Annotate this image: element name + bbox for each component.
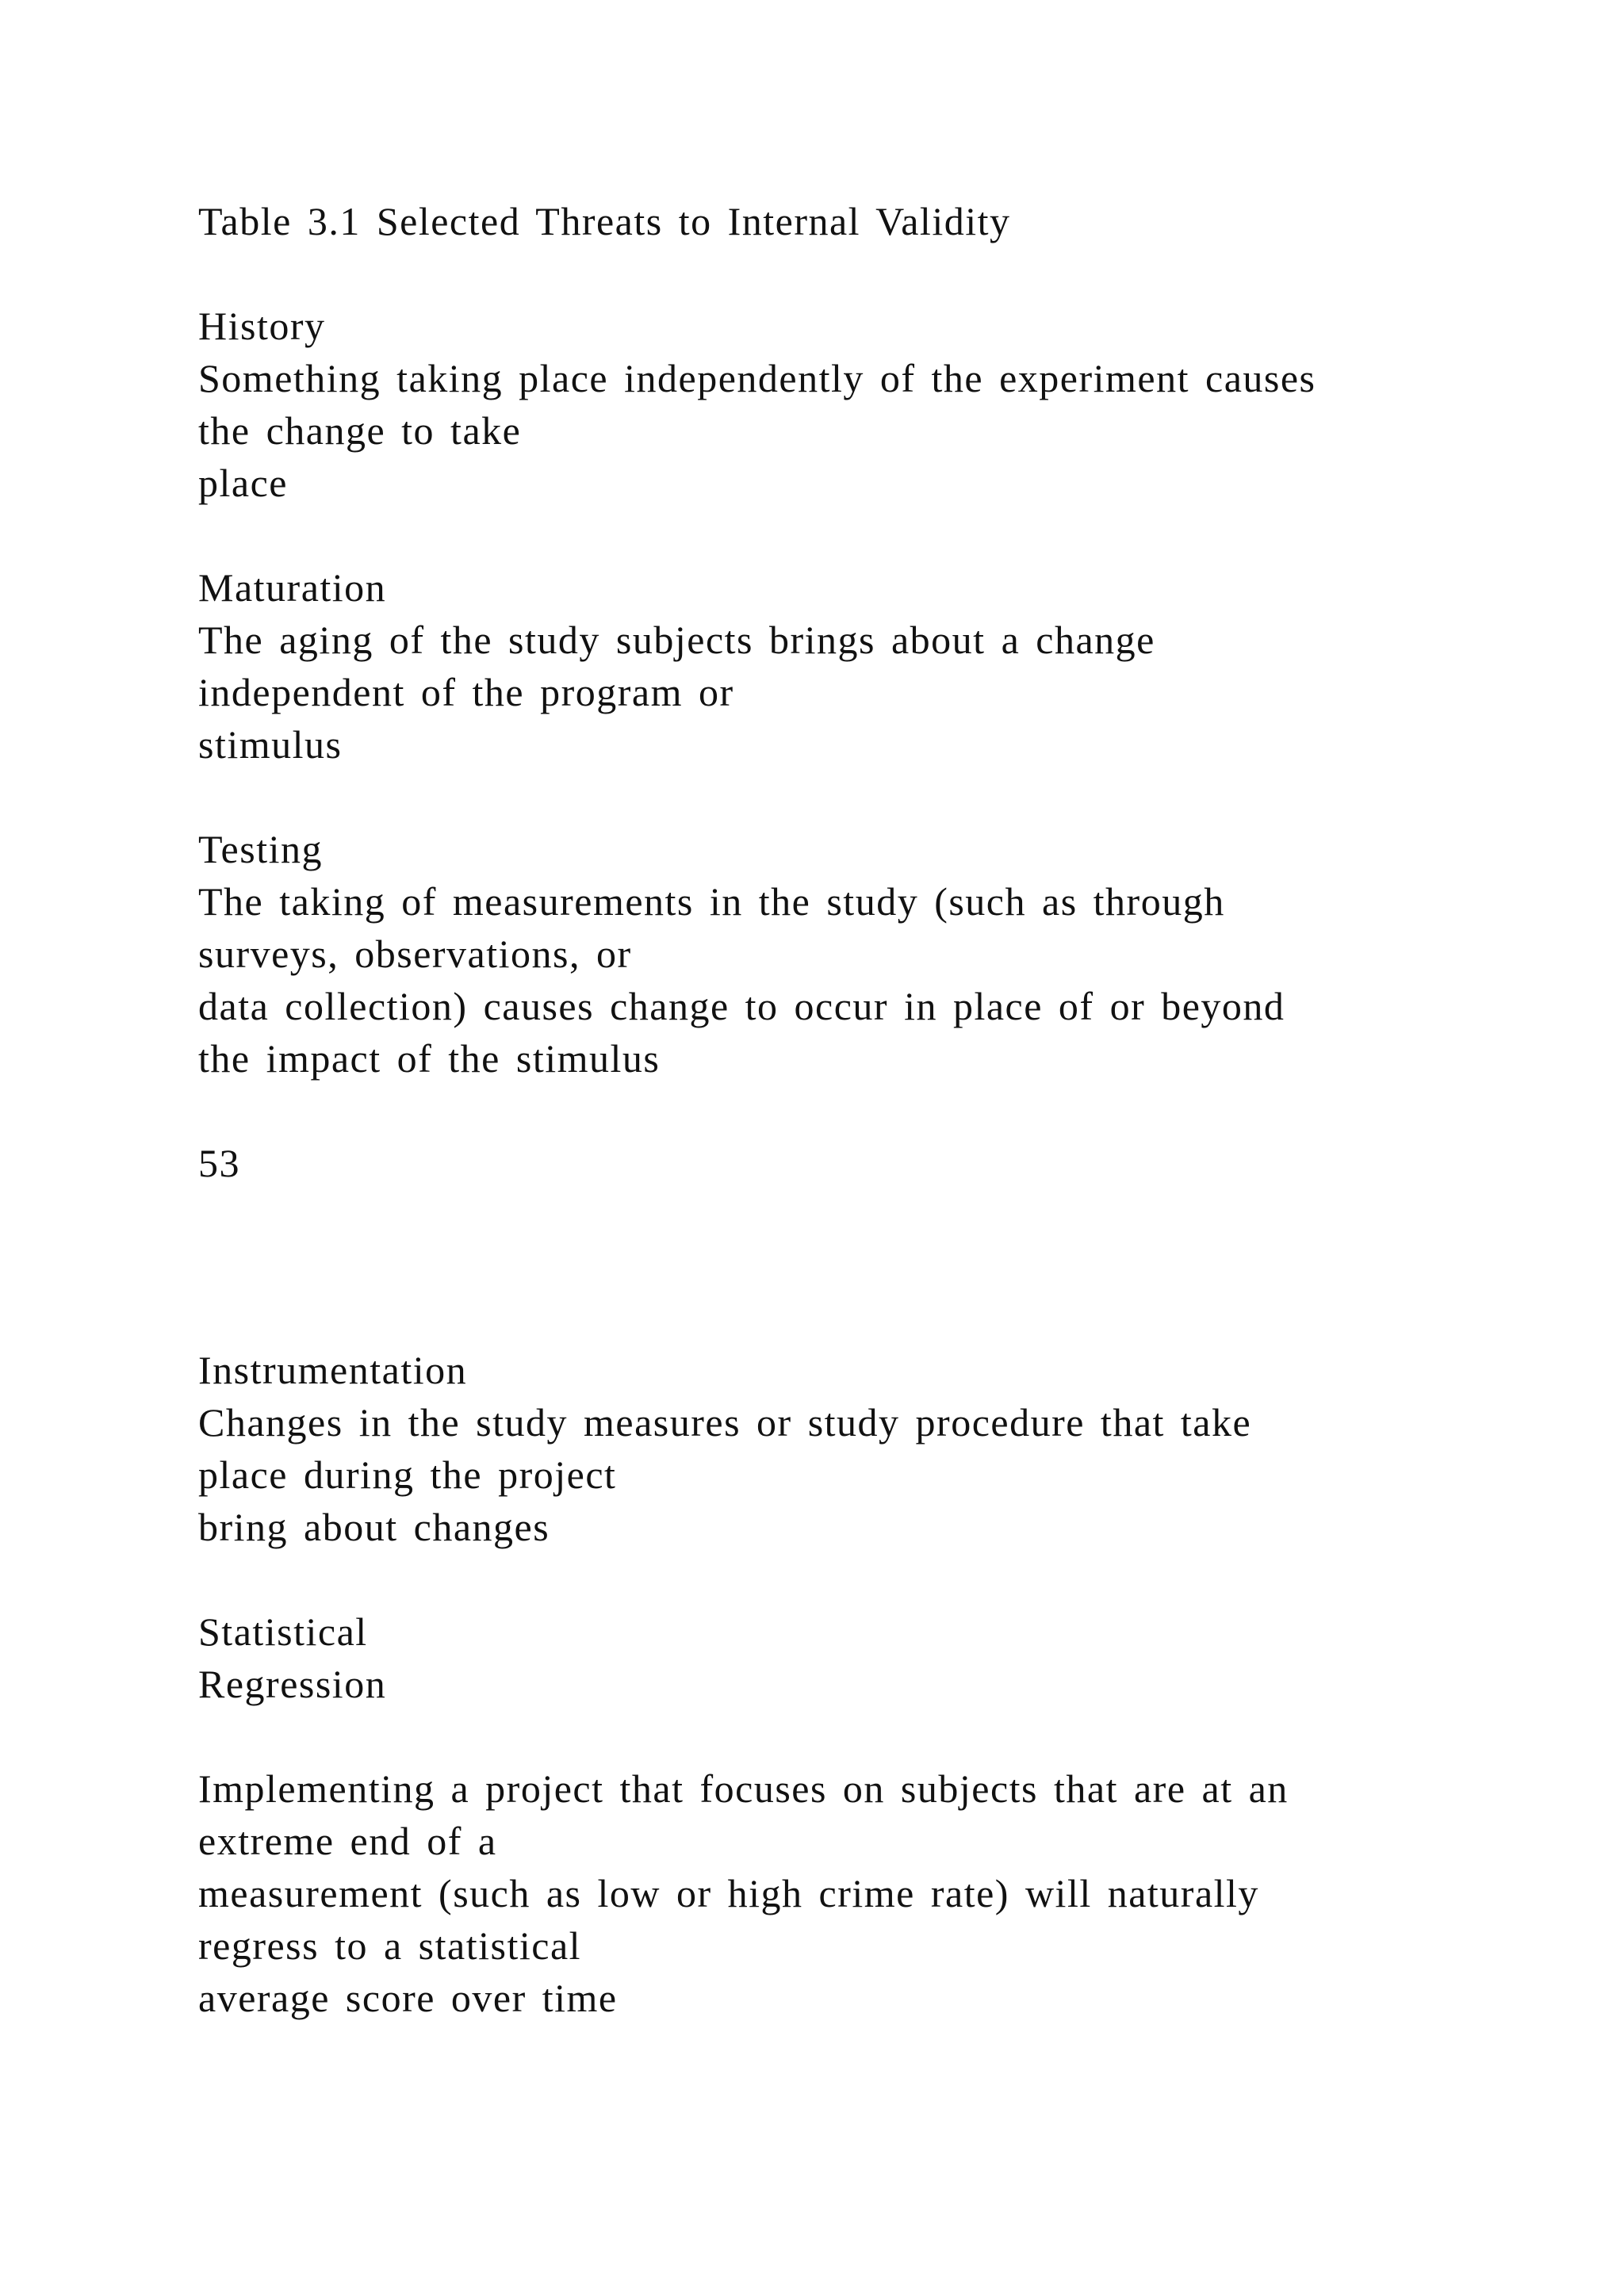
threat-description-line: regress to a statistical (198, 1923, 582, 1968)
threat-description-line: place (198, 461, 288, 505)
threat-name-maturation: Maturation (198, 565, 387, 610)
threat-description-line: surveys, observations, or (198, 932, 632, 976)
table-title: Table 3.1 Selected Threats to Internal Validity (198, 199, 1011, 243)
threat-description-line: extreme end of a (198, 1819, 497, 1863)
threat-description-line: stimulus (198, 722, 343, 767)
threat-name-history: History (198, 304, 326, 348)
threat-description-line: Something taking place independently of the experiment causes (198, 356, 1316, 400)
threat-description-line: place during the project (198, 1452, 617, 1497)
threat-description-line: The aging of the study subjects brings about a change (198, 618, 1155, 662)
threat-description-line: Implementing a project that focuses on subjects that are at an (198, 1766, 1289, 1811)
threat-description-line: The taking of measurements in the study (such as through (198, 879, 1225, 924)
threat-description-line: the impact of the stimulus (198, 1036, 661, 1081)
threat-description-line: measurement (such as low or high crime rate) will naturally (198, 1871, 1259, 1915)
threat-name-testing: Testing (198, 827, 323, 871)
page-number: 53 (198, 1141, 240, 1185)
threat-name-regression: Regression (198, 1662, 387, 1706)
threat-description-line: Changes in the study measures or study procedure that take (198, 1400, 1252, 1445)
threat-description-line: average score over time (198, 1976, 618, 2020)
threat-description-line: bring about changes (198, 1505, 550, 1549)
threat-description-line: data collection) causes change to occur in place of or beyond (198, 984, 1285, 1028)
threat-name-instrumentation: Instrumentation (198, 1348, 468, 1392)
threat-name-statistical: Statistical (198, 1609, 368, 1654)
threat-description-line: independent of the program or (198, 670, 734, 714)
threat-description-line: the change to take (198, 408, 522, 453)
